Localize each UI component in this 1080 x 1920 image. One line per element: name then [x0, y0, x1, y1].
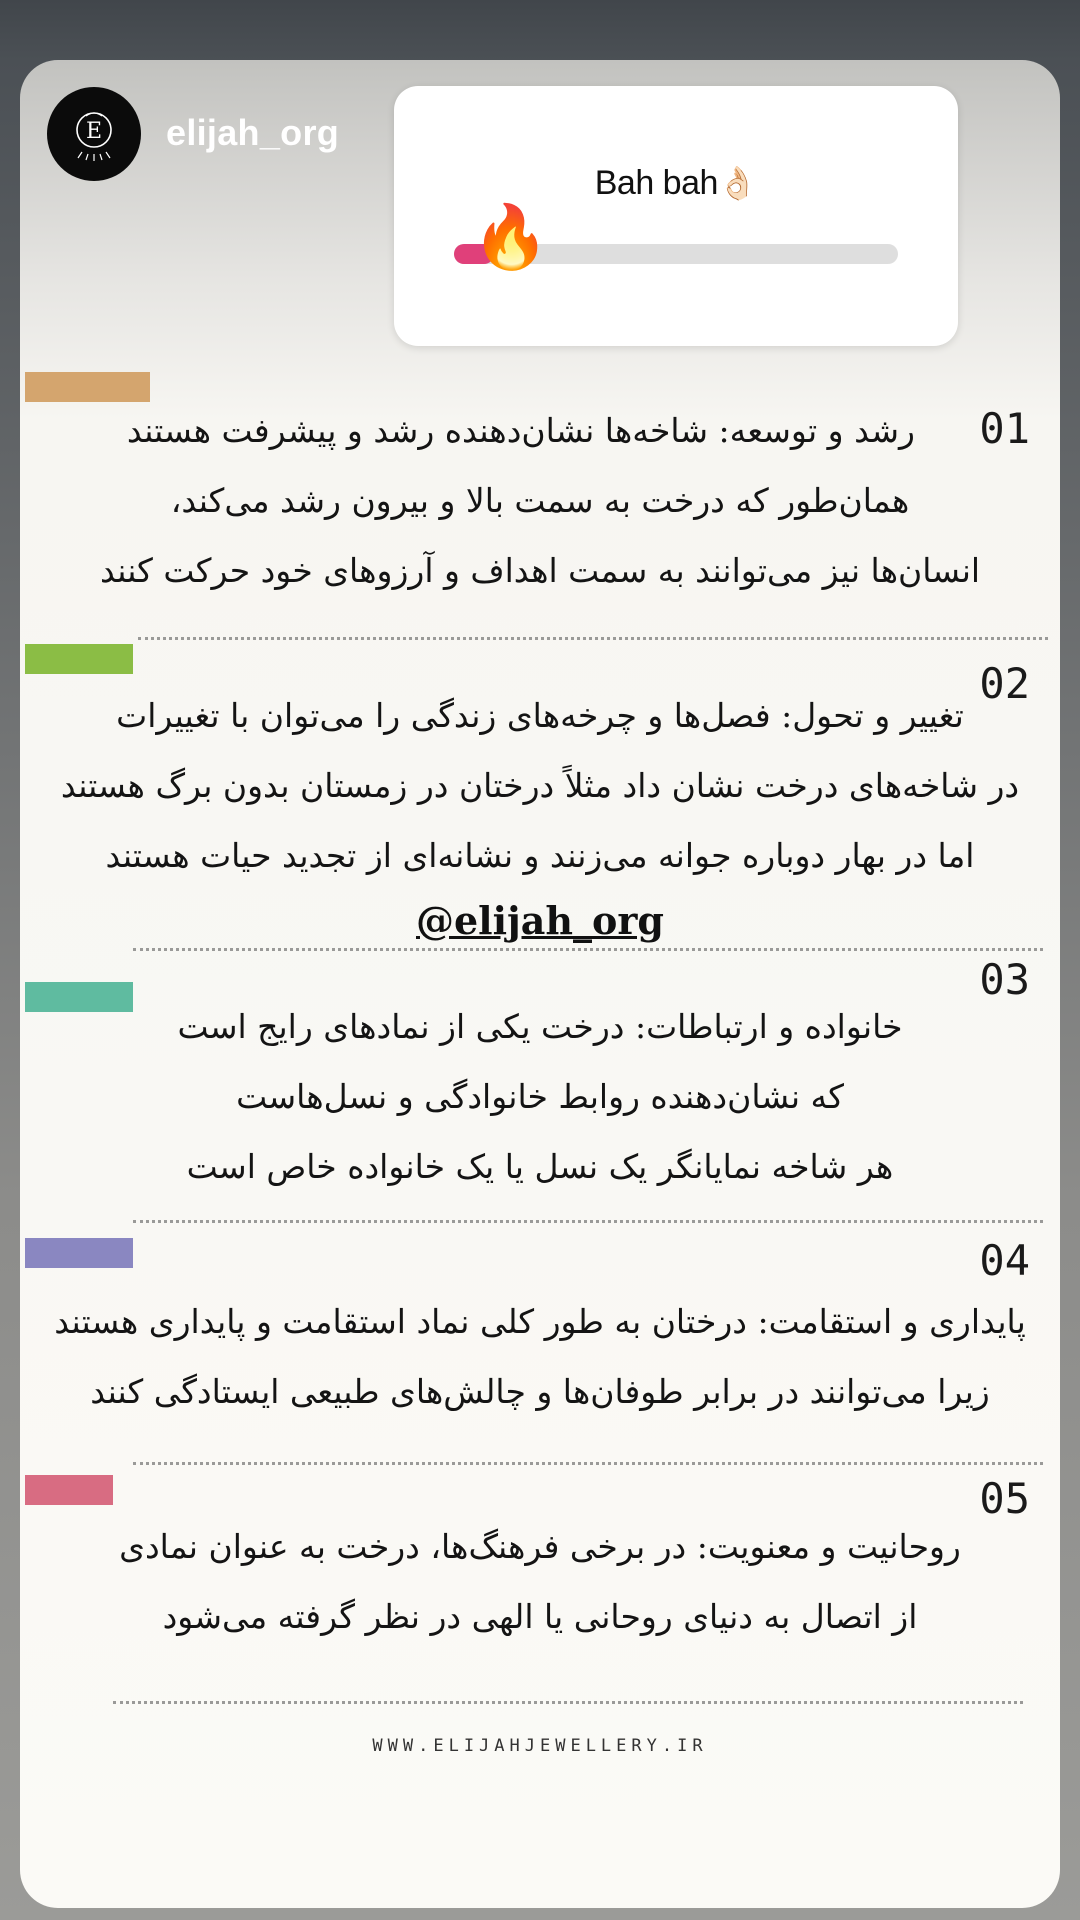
section-04-number: 04 [979, 1236, 1030, 1285]
section-01-number: 01 [979, 404, 1030, 453]
poll-question-text: Bah bah [594, 164, 718, 202]
story-card [20, 60, 1060, 1908]
section-01-text [20, 396, 1060, 606]
section-04-line-2: زیرا می‌توانند در برابر طوفان‌ها و چالش‌های طبیعی ایستادگی کنند [90, 1372, 990, 1411]
section-01-line-1: رشد و توسعه: شاخه‌ها نشان‌دهنده رشد و پیشرفت هستند [126, 411, 915, 450]
section-04-color-bar [25, 1238, 133, 1268]
section-01-line-2: همان‌طور که درخت به سمت بالا و بیرون رشد می‌کند، [170, 481, 910, 520]
section-02-line-3: اما در بهار دوباره جوانه می‌زنند و نشانه‌ای از تجدید حیات هستند [105, 836, 975, 875]
poll-question [394, 164, 958, 203]
section-05-number: 05 [979, 1474, 1030, 1523]
section-divider [133, 1462, 1043, 1465]
section-divider [133, 1220, 1043, 1223]
handle-watermark [20, 898, 1060, 943]
section-04-text [20, 1287, 1060, 1427]
section-05-text [20, 1512, 1060, 1652]
section-divider [138, 637, 1048, 640]
section-05-line-1: روحانیت و معنویت: در برخی فرهنگ‌ها، درخت به عنوان نمادی [119, 1527, 961, 1566]
section-divider [133, 948, 1043, 951]
slider-track[interactable] [454, 200, 898, 273]
emoji-slider-sticker[interactable] [394, 86, 958, 346]
monogram-logo-icon [64, 104, 124, 164]
ok-hand-emoji-icon: 👌🏻 [717, 165, 758, 201]
section-03-line-1: خانواده و ارتباطات: درخت یکی از نمادهای رایج است [177, 1007, 903, 1046]
section-02-color-bar [25, 644, 133, 674]
section-03-line-3: هر شاخه نمایانگر یک نسل یا یک خانواده خاص است [186, 1147, 894, 1186]
section-03-line-2: که نشان‌دهنده روابط خانوادگی و نسل‌هاست [236, 1077, 844, 1116]
profile-avatar[interactable] [47, 87, 141, 181]
handle-text: @elijah_org [416, 898, 664, 943]
section-02-text [20, 681, 1060, 891]
profile-username[interactable]: elijah_org [166, 112, 340, 153]
website-url[interactable]: WWW.ELIJAHJEWELLERY.IR [372, 1736, 708, 1756]
fire-emoji-slider-thumb-icon[interactable]: 🔥 [471, 200, 550, 273]
section-03-number: 03 [979, 955, 1030, 1004]
section-02-line-2: در شاخه‌های درخت نشان داد مثلاً درختان در زمستان بدون برگ هستند [60, 766, 1020, 805]
section-02-line-1: تغییر و تحول: فصل‌ها و چرخه‌های زندگی را می‌توان با تغییرات [116, 696, 964, 735]
section-05-color-bar [25, 1475, 113, 1505]
section-01-line-3: انسان‌ها نیز می‌توانند به سمت اهداف و آرزوهای خود حرکت کنند [99, 551, 981, 590]
avatar-letter: E [85, 119, 103, 144]
section-divider [113, 1701, 1023, 1704]
section-05-line-2: از اتصال به دنیای روحانی یا الهی در نظر گرفته می‌شود [162, 1597, 918, 1636]
section-04-line-1: پایداری و استقامت: درختان به طور کلی نماد استقامت و پایداری هستند [54, 1302, 1026, 1341]
section-02-number: 02 [979, 659, 1030, 708]
section-03-text [20, 992, 1060, 1202]
